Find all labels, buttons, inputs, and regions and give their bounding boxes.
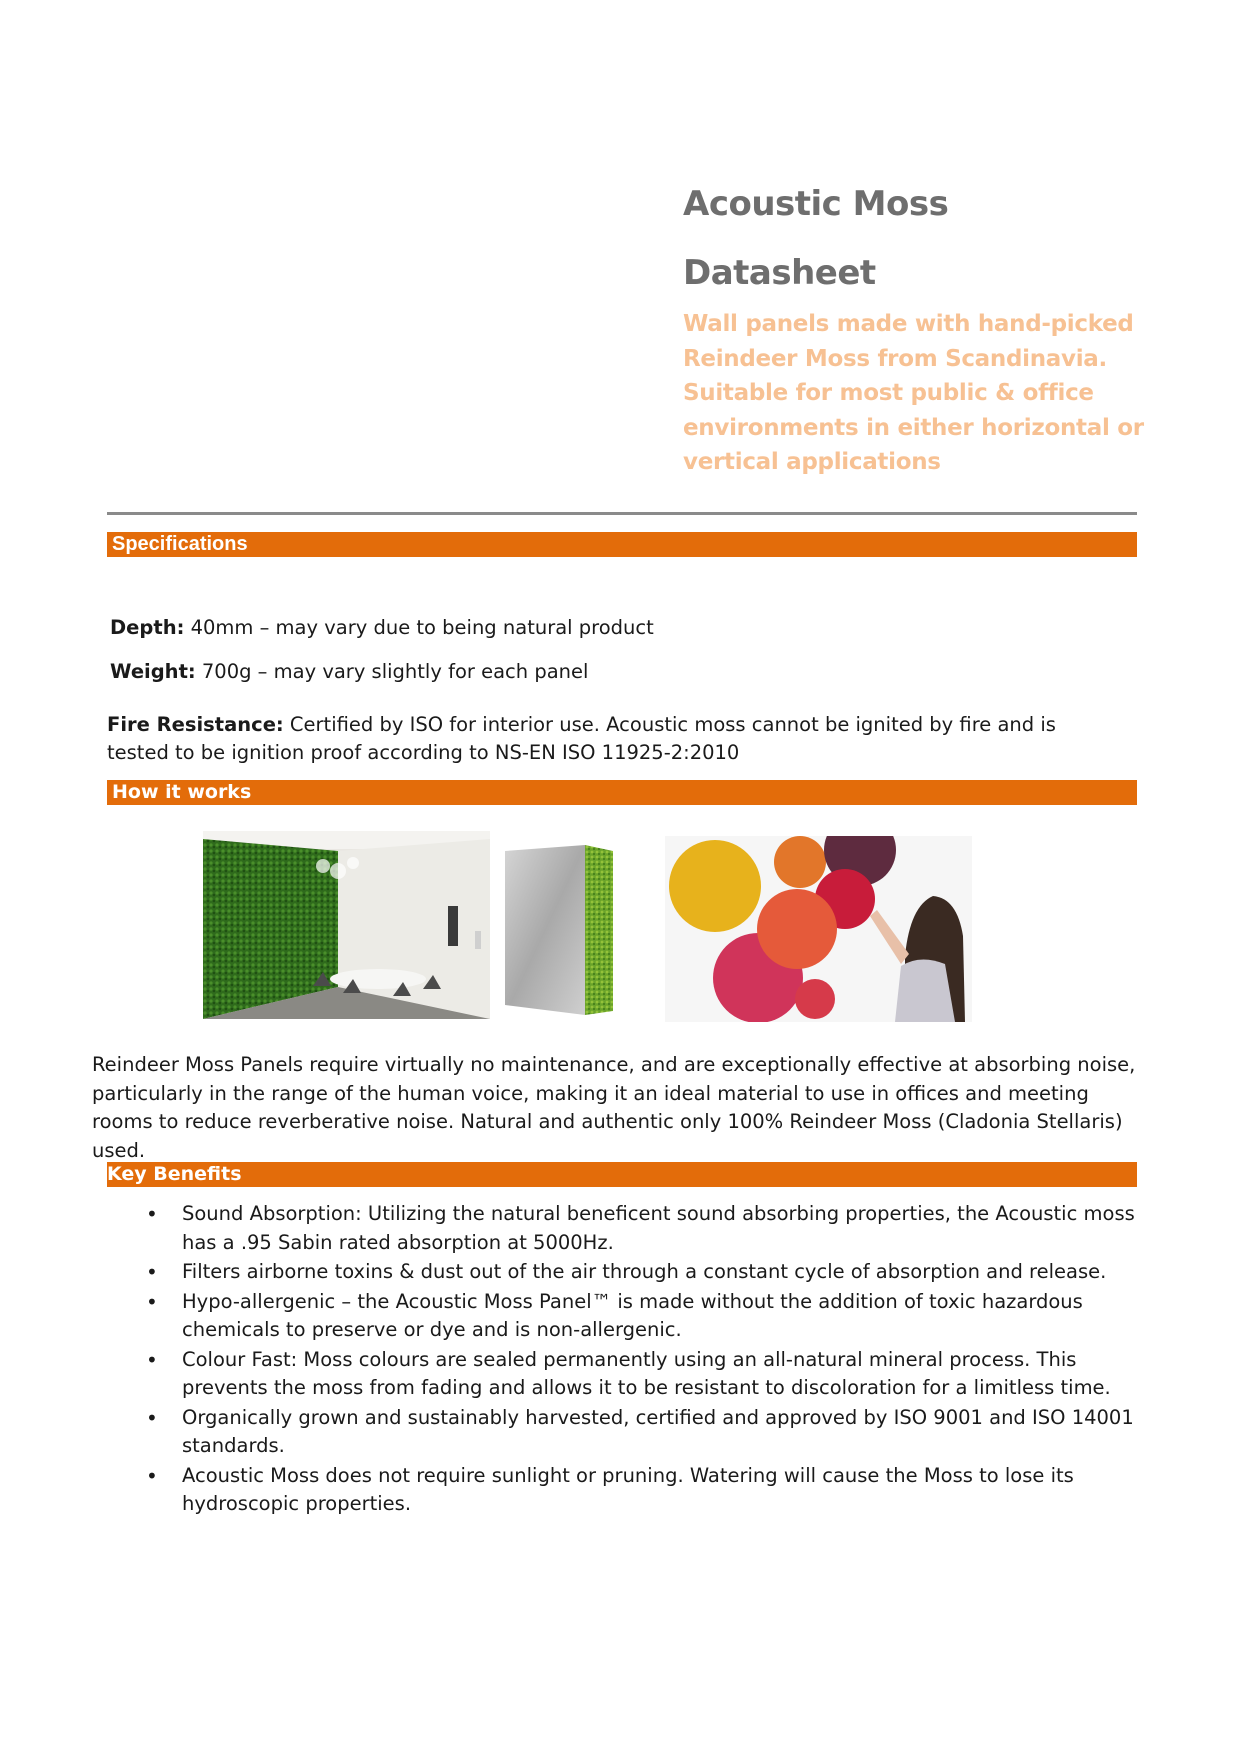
spec-weight: [110, 660, 588, 683]
moss-panel-photo: [505, 845, 623, 1015]
spec-fire-value: Certified by ISO for interior use. Acoustic moss cannot be ignited by fire and is tested to be ignition proof according to NS-EN ISO 11925-2:2010: [107, 713, 1056, 764]
benefit-text: Sound Absorption: Utilizing the natural beneficent sound absorbing properties, the Acoustic moss has a .95 Sabin rated absorption at 5000Hz.: [182, 1202, 1135, 1254]
bullet-icon: •: [146, 1202, 158, 1226]
benefit-text: Colour Fast: Moss colours are sealed permanently using an all-natural mineral process. This prevents the moss from fading and allows it to be resistant to discoloration for a limitless time.: [182, 1347, 1111, 1399]
benefit-text: Filters airborne toxins & dust out of the air through a constant cycle of absorption and release.: [182, 1260, 1107, 1283]
key-benefits-list: [142, 1200, 1152, 1520]
spec-fire-resistance: [107, 711, 1107, 767]
bullet-icon: •: [146, 1347, 158, 1372]
spec-weight-value: 700g – may vary slightly for each panel: [195, 660, 589, 683]
list-item: [142, 1346, 1152, 1403]
benefit-text: Acoustic Moss does not require sunlight or pruning. Watering will cause the Moss to lose its hydroscopic properties.: [182, 1463, 1074, 1515]
spec-fire-label: Fire Resistance:: [107, 713, 284, 736]
meeting-room-photo: [203, 831, 490, 1019]
list-item: [142, 1200, 1152, 1257]
header-divider: [107, 512, 1137, 515]
spec-depth: [110, 616, 654, 639]
spec-depth-value: 40mm – may vary due to being natural product: [184, 616, 654, 639]
list-item: [142, 1404, 1152, 1461]
list-item: [142, 1288, 1152, 1345]
how-it-works-text: Reindeer Moss Panels require virtually no maintenance, and are exceptionally effective at absorbing noise, particularly in the range of the human voice, making it an ideal material to use in offices and meeting rooms to reduce reverberative noise. Natural and authentic only 100% Reindeer Moss (Cladonia Stellaris) used.: [92, 1053, 1136, 1162]
section-bar-specifications: Specifications: [107, 532, 1137, 557]
bullet-icon: •: [146, 1405, 158, 1430]
list-item: [142, 1462, 1152, 1519]
benefit-text: Organically grown and sustainably harvested, certified and approved by ISO 9001 and ISO 14001 standards.: [182, 1405, 1134, 1457]
document-title-line2: Datasheet: [683, 253, 876, 293]
spec-weight-label: Weight:: [110, 660, 196, 683]
section-bar-key-benefits: Key Benefits: [107, 1162, 1137, 1187]
section-bar-how-it-works: How it works: [107, 780, 1137, 805]
document-title: Acoustic Moss: [683, 184, 949, 224]
document-subtitle: Wall panels made with hand-picked Reindeer Moss from Scandinavia. Suitable for most public & office environments in either horizontal or vertical applications: [683, 311, 1144, 475]
bullet-icon: •: [146, 1289, 158, 1314]
list-item: [142, 1258, 1152, 1287]
bullet-icon: •: [146, 1463, 158, 1488]
bullet-icon: •: [146, 1260, 158, 1284]
spec-depth-label: Depth:: [110, 616, 185, 639]
moss-circles-photo: [665, 836, 972, 1022]
benefit-text: Hypo-allergenic – the Acoustic Moss Panel™ is made without the addition of toxic hazardous chemicals to preserve or dye and is non-allergenic.: [182, 1289, 1083, 1341]
